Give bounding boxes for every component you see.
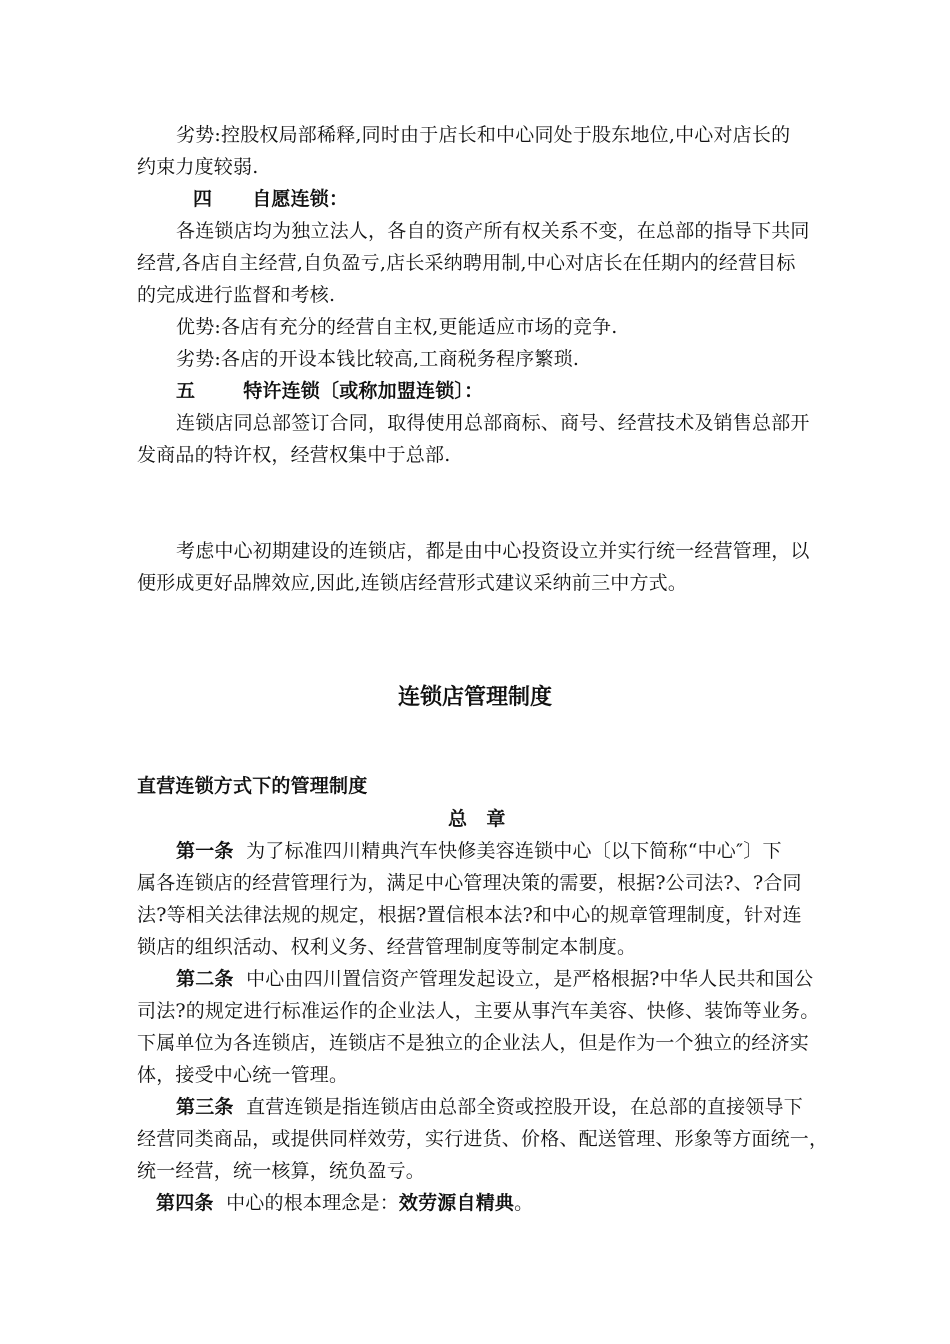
paragraph-line: 劣势:控股权局部稀释,同时由于店长和中心同处于股东地位,中心对店长的	[176, 124, 791, 146]
article-text-end: 。	[514, 1192, 534, 1214]
paragraph-line: 统一经营，统一核算，统负盈亏。	[137, 1160, 426, 1182]
heading-number: 四	[193, 188, 213, 210]
section-title: 连锁店管理制度	[397, 685, 552, 710]
paragraph-line: 优势:各店有充分的经营自主权,更能适应市场的竞争.	[176, 316, 618, 338]
heading-number: 五	[176, 380, 196, 402]
heading-four	[193, 186, 348, 212]
article-text: 为了标准四川精典汽车快修美容连锁中心〔以下简称“中心″〕下	[246, 840, 782, 862]
subsection-title: 直营连锁方式下的管理制度	[137, 775, 368, 797]
paragraph-line: 各连锁店均为独立法人，各自的资产所有权关系不变，在总部的指导下共同	[176, 220, 810, 242]
article-label: 第二条	[176, 968, 234, 990]
article-first-line	[176, 838, 782, 864]
article-label: 第四条	[156, 1192, 214, 1214]
paragraph-line: 连锁店同总部签订合同，取得使用总部商标、商号、经营技术及销售总部开	[176, 412, 810, 434]
article-text: 中心由四川置信资产管理发起设立，是严格根据?中华人民共和国公	[246, 968, 814, 990]
paragraph-line: 经营同类商品，或提供同样效劳，实行进货、价格、配送管理、形象等方面统一，	[137, 1128, 829, 1150]
paragraph-line: 劣势:各店的开设本钱比较高,工商税务程序繁琐.	[176, 348, 580, 370]
article-first-line	[156, 1190, 533, 1216]
article-text: 中心的根本理念是：	[226, 1192, 399, 1214]
paragraph-line: 属各连锁店的经营管理行为，满足中心管理决策的需要，根据?公司法?、?合同	[137, 872, 802, 894]
heading-five	[176, 378, 483, 404]
paragraph-line: 锁店的组织活动、权利义务、经营管理制度等制定本制度。	[137, 936, 637, 958]
paragraph-line: 法?等相关法律法规的规定，根据?置信根本法?和中心的规章管理制度，针对连	[137, 904, 802, 926]
heading-text: 自愿连锁：	[252, 188, 349, 210]
paragraph-line: 考虑中心初期建设的连锁店，都是由中心投资设立并实行统一经营管理，以	[176, 540, 810, 562]
paragraph-line: 司法?的规定进行标准运作的企业法人，主要从事汽车美容、快修、装饰等业务。	[137, 1000, 820, 1022]
core-concept: 效劳源自精典	[398, 1192, 515, 1214]
paragraph-line: 便形成更好品牌效应,因此,连锁店经营形式建议采纳前三中方式。	[137, 572, 688, 594]
heading-text: 特许连锁〔或称加盟连锁〕：	[243, 380, 484, 402]
article-text: 直营连锁是指连锁店由总部全资或控股开设，在总部的直接领导下	[246, 1096, 803, 1118]
paragraph-line: 发商品的特许权，经营权集中于总部.	[137, 444, 451, 466]
paragraph-line: 下属单位为各连锁店，连锁店不是独立的企业法人，但是作为一个独立的经济实	[137, 1032, 810, 1054]
article-label: 第一条	[176, 840, 234, 862]
article-first-line	[176, 966, 813, 992]
paragraph-line: 体，接受中心统一管理。	[137, 1064, 349, 1086]
paragraph-line: 经营,各店自主经营,自负盈亏,店长采纳聘用制,中心对店长在任期内的经营目标	[137, 252, 796, 274]
paragraph-line: 约束力度较弱.	[137, 156, 259, 178]
paragraph-line: 的完成进行监督和考核.	[137, 284, 336, 306]
chapter-title: 总 章	[448, 808, 506, 830]
article-first-line	[176, 1094, 803, 1120]
article-label: 第三条	[176, 1096, 234, 1118]
